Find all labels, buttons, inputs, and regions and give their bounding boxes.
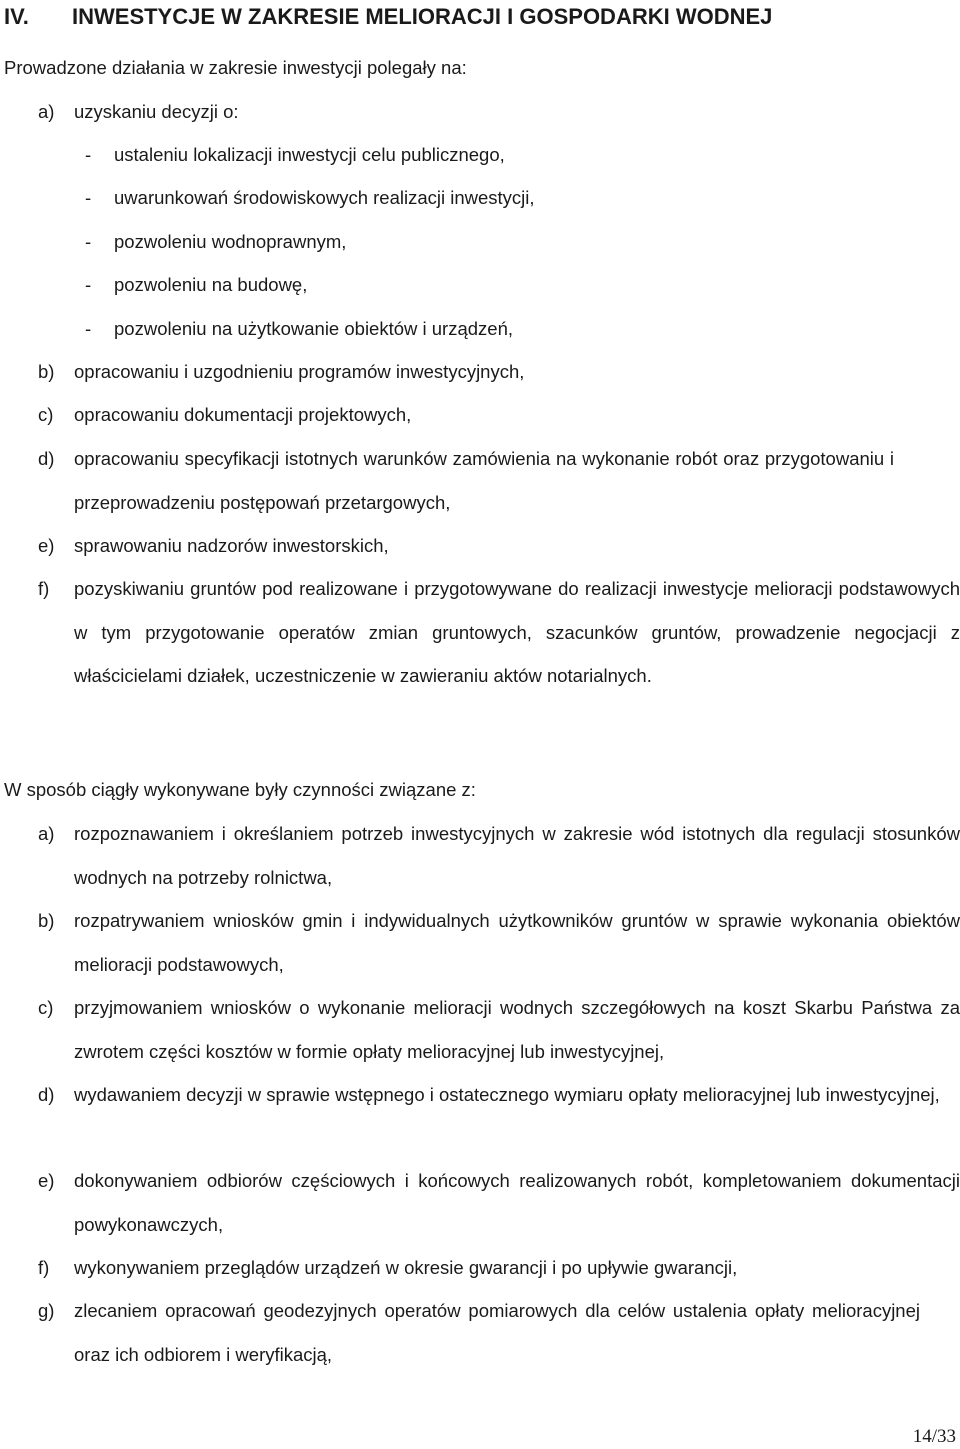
- list-item-letter: d): [38, 448, 55, 469]
- list-item-text: wykonywaniem przeglądów urządzeń w okresie gwarancji i po upływie gwarancji,: [74, 1257, 738, 1278]
- sub-list-item-text: ustaleniu lokalizacji inwestycji celu publicznego,: [114, 144, 505, 165]
- list-item-text: uzyskaniu decyzji o:: [74, 101, 239, 122]
- list-item-text: zlecaniem opracowań geodezyjnych operatów pomiarowych dla celów ustalenia opłaty melioracyjnej oraz ich odbiorem i weryfikacją,: [74, 1300, 920, 1365]
- list-item-letter: b): [38, 361, 55, 382]
- sub-list-item-text: pozwoleniu na użytkowanie obiektów i urządzeń,: [114, 318, 514, 339]
- list-item-text: opracowaniu specyfikacji istotnych warunków zamówienia na wykonanie robót oraz przygotowaniu i przeprowadzeniu postępowań przetargowych,: [74, 448, 894, 513]
- sub-list-item: [85, 230, 346, 254]
- list-item-letter: b): [38, 910, 55, 931]
- list-item-f: [38, 567, 960, 698]
- list-item-text: dokonywaniem odbiorów częściowych i końcowych realizowanych robót, kompletowaniem dokumentacji powykonawczych,: [74, 1170, 960, 1235]
- list-item-g: [38, 1289, 960, 1376]
- list-item-letter: g): [38, 1300, 55, 1321]
- list-item-text: pozyskiwaniu gruntów pod realizowane i przygotowywane do realizacji inwestycje melioracji podstawowych w tym przygotowanie operatów zmian gruntowych, szacunków gruntów, prowadzenie negocjacji z właścicielami działek, uczestniczenie w zawieraniu aktów notarialnych.: [74, 578, 960, 686]
- list-item-c: [38, 986, 960, 1073]
- list-item-e: [38, 524, 960, 568]
- list-item-c: [38, 393, 960, 437]
- list-item-letter: e): [38, 535, 55, 556]
- list-item-text: opracowaniu i uzgodnieniu programów inwestycyjnych,: [74, 361, 525, 382]
- list-item-text: opracowaniu dokumentacji projektowych,: [74, 404, 412, 425]
- list-item-b: [38, 350, 960, 394]
- list-item-letter: d): [38, 1084, 55, 1105]
- list-item-a: [38, 812, 960, 899]
- section2-intro: W sposób ciągły wykonywane były czynności związane z:: [4, 779, 476, 800]
- section1-intro: Prowadzone działania w zakresie inwestycji polegały na:: [4, 57, 467, 78]
- dash-bullet: -: [85, 318, 92, 339]
- list-item-letter: a): [38, 101, 55, 122]
- list-item-text: rozpatrywaniem wniosków gmin i indywidualnych użytkowników gruntów w sprawie wykonania obiektów melioracji podstawowych,: [74, 910, 960, 975]
- dash-bullet: -: [85, 231, 92, 252]
- list-item-d: [38, 437, 960, 524]
- dash-bullet: -: [85, 144, 92, 165]
- sub-list-item: [85, 273, 307, 297]
- page-number: 14/33: [912, 1426, 956, 1447]
- sub-list-item: [85, 186, 535, 210]
- sub-list-item-text: pozwoleniu wodnoprawnym,: [114, 231, 347, 252]
- list-item-letter: c): [38, 997, 54, 1018]
- sub-list-item-text: pozwoleniu na budowę,: [114, 274, 308, 295]
- list-item-f: [38, 1246, 960, 1290]
- list-item-text: wydawaniem decyzji w sprawie wstępnego i ostatecznego wymiaru opłaty melioracyjnej lub inwestycyjnej,: [74, 1084, 940, 1105]
- list-item-letter: c): [38, 404, 54, 425]
- list-item-b: [38, 899, 960, 986]
- list-item-text: rozpoznawaniem i określaniem potrzeb inwestycyjnych w zakresie wód istotnych dla regulacji stosunków wodnych na potrzeby rolnictwa,: [74, 823, 960, 888]
- list-item-letter: a): [38, 823, 55, 844]
- section-number: IV.: [4, 4, 29, 29]
- list-item-letter: f): [38, 1257, 50, 1278]
- sub-list-item-text: uwarunkowań środowiskowych realizacji inwestycji,: [114, 187, 535, 208]
- section-title: INWESTYCJE W ZAKRESIE MELIORACJI I GOSPODARKI WODNEJ: [72, 4, 773, 29]
- list-item-text: przyjmowaniem wniosków o wykonanie melioracji wodnych szczegółowych na koszt Skarbu Państwa za zwrotem części kosztów w formie opłaty melioracyjnej lub inwestycyjnej,: [74, 997, 960, 1062]
- dash-bullet: -: [85, 274, 92, 295]
- sub-list-item: [85, 143, 505, 167]
- list-item-letter: f): [38, 578, 50, 599]
- list-item-d: [38, 1073, 960, 1117]
- section-heading: [4, 2, 954, 32]
- list-item-text: sprawowaniu nadzorów inwestorskich,: [74, 535, 389, 556]
- list-item-a: [38, 90, 960, 134]
- list-item-letter: e): [38, 1170, 55, 1191]
- list-item-e: [38, 1159, 960, 1246]
- dash-bullet: -: [85, 187, 92, 208]
- sub-list-item: [85, 317, 513, 341]
